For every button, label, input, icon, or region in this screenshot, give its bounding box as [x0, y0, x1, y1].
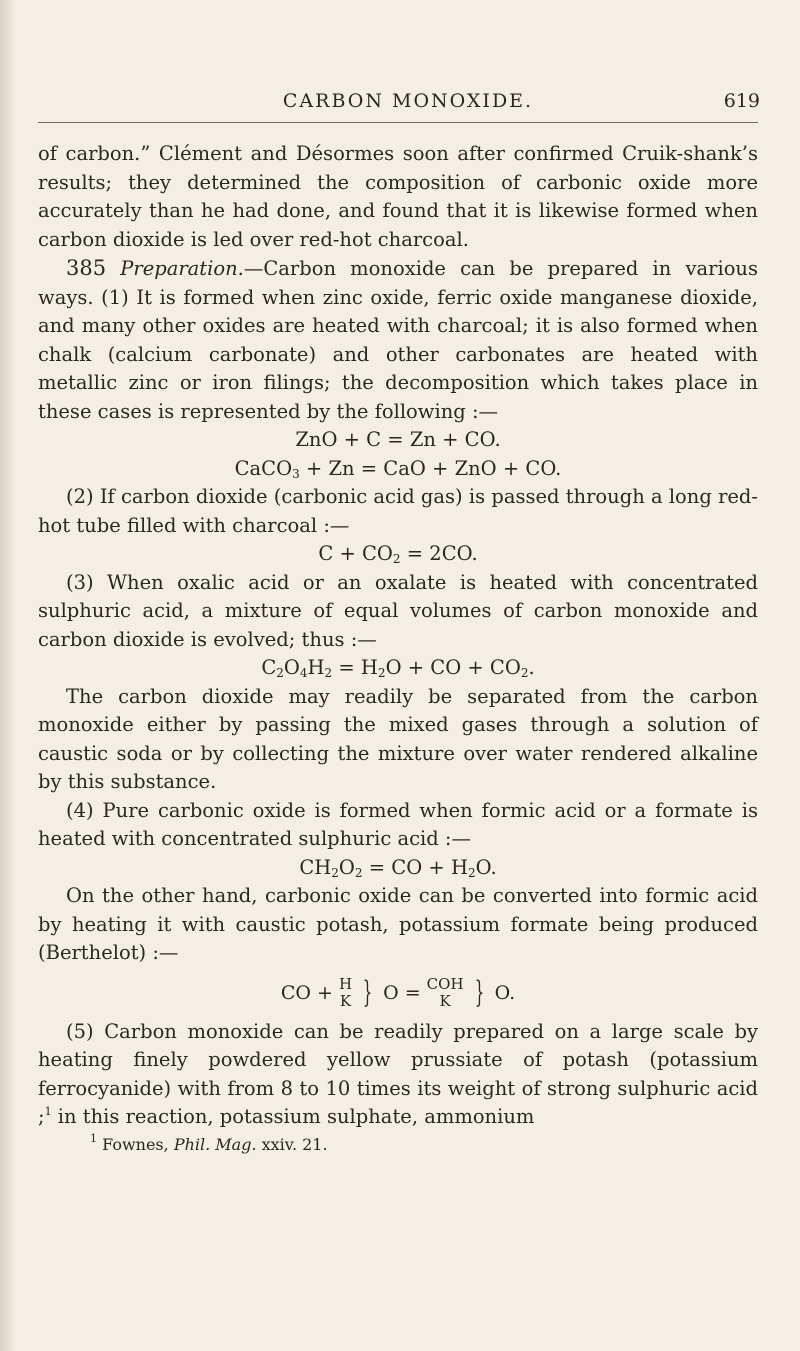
header-rule: [38, 122, 758, 123]
footnote: $^1$ Fownes, Phil. Mag. xxiv. 21.: [90, 1131, 328, 1154]
footnote-marker: 1: [90, 1131, 97, 1145]
paragraph-method-5: (5) Carbon monoxide can be readily prepared on a large scale by heating finely powdered yellow prussiate of potash (potassium ferrocyanide) with from 8 to 10 times its weight of strong sulphuric acid ;$^1$ in this reaction, potassium sulphate, ammonium: [38, 1019, 758, 1128]
page-body: [38, 140, 758, 1156]
equation-oxalic-acid: $C_2O_4H_2 = H_2O$ + CO + $CO_2$.: [261, 656, 535, 680]
page-number: 619: [723, 90, 760, 112]
paragraph-berthelot: On the other hand, carbonic oxide can be converted into formic acid by heating it with caustic potash, potassium formate being produced (Berthelot) :—: [38, 884, 758, 964]
running-title: CARBON MONOXIDE.: [282, 90, 534, 112]
equation-carbon-dioxide: $C + CO_2 = 2CO$.: [318, 542, 478, 566]
paragraph-method-3: (3) When oxalic acid or an oxalate is heated with concentrated sulphuric acid, a mixture of equal volumes of carbon monoxide and carbon dioxide is evolved; thus :—: [38, 570, 758, 651]
paragraph-preparation: [38, 254, 758, 426]
paragraph-text: —Carbon monoxide can be prepared in various ways. (1) It is formed when zinc oxide, ferric oxide manganese dioxide, and many other oxides are heated with charcoal; it is also formed when chalk (calcium carbonate) and other carbonates are heated with metallic zinc or iron filings; the decomposition which takes place in these cases is represented by the following :—: [38, 257, 759, 423]
paragraph-separation: The carbon dioxide may readily be separated from the carbon monoxide either by passing the mixed gases through a solution of caustic soda or by collecting the mixture over water rendered alkaline by this substance.: [38, 684, 758, 793]
paragraph-continuation: of carbon.” Clément and Désormes soon after confirmed Cruik-shank’s results; they determined the composition of carbonic oxide more accurately than he had done, and found that it is likewise formed when carbon dioxide is led over red-hot charcoal.: [38, 142, 758, 251]
footnote-reference: 1: [44, 1105, 52, 1118]
page-header: [38, 90, 778, 120]
paragraph-method-2: (2) If carbon dioxide (carbonic acid gas) is passed through a long red-hot tube filled with charcoal :—: [38, 485, 758, 537]
equation-formic-acid: $CH_2O_2$ = CO + $H_2O$.: [299, 855, 497, 880]
equation-calcium-carbonate: CaCO$_3$ + Zn = CaO + ZnO + CO.: [234, 456, 562, 481]
paragraph-method-4: (4) Pure carbonic oxide is formed when formic acid or a formate is heated with concentrated sulphuric acid :—: [38, 798, 758, 850]
equation-potassium-formate: CO + H K } O = COH K } O.: [280, 974, 516, 1010]
equation-zinc-oxide: ZnO + C = Zn + CO.: [295, 428, 501, 451]
section-heading: Preparation.: [120, 257, 244, 280]
book-spine-shadow: [0, 0, 14, 1351]
section-number: 385: [66, 256, 107, 280]
